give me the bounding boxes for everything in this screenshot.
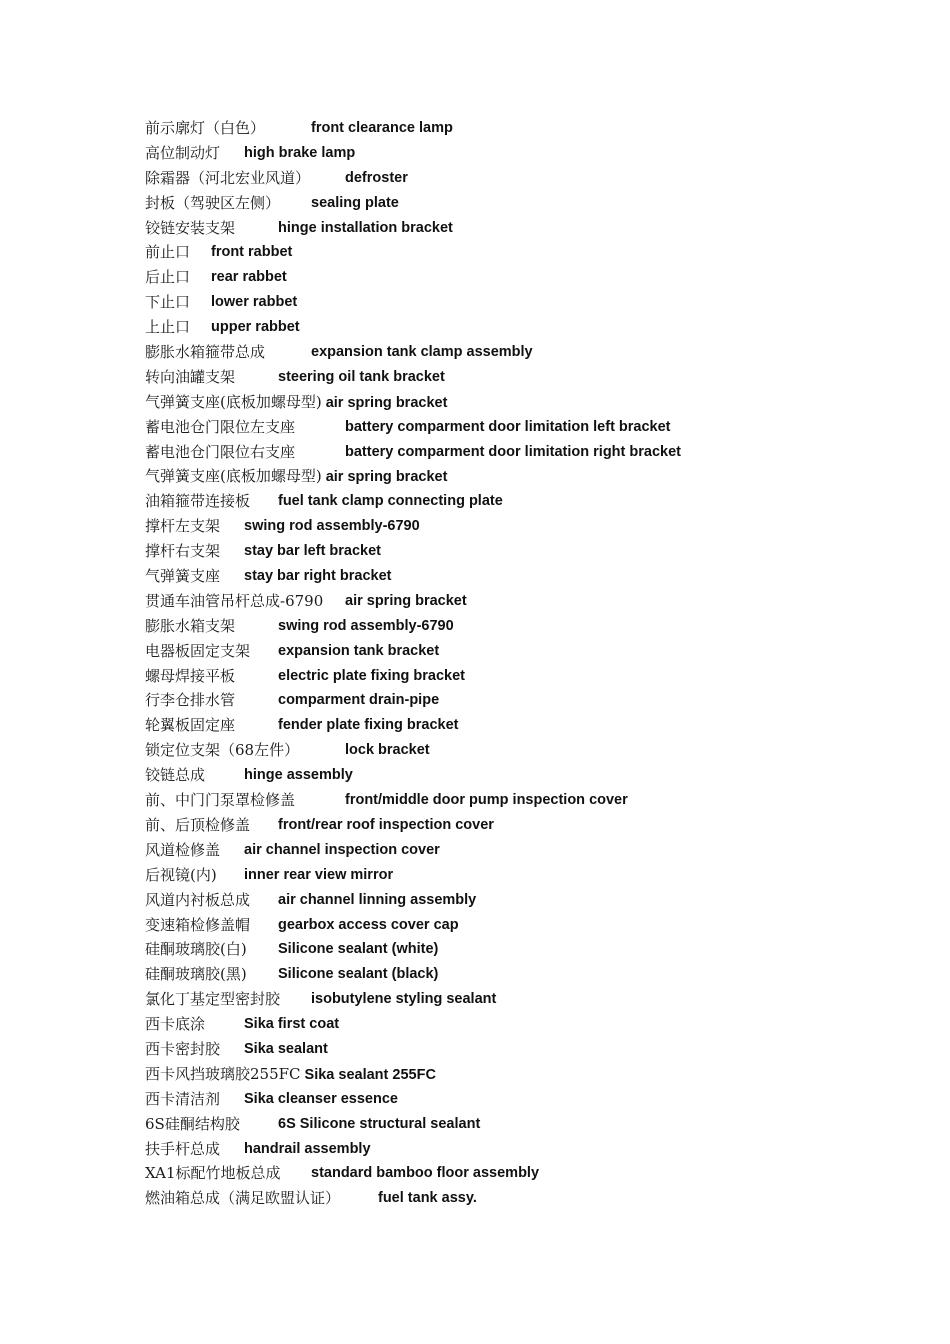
english-term: rear rabbet xyxy=(211,269,287,286)
chinese-term: 下止口 xyxy=(145,293,191,312)
english-term: expansion tank clamp assembly xyxy=(311,344,533,361)
glossary-list xyxy=(145,116,905,1211)
english-term: upper rabbet xyxy=(211,319,300,336)
glossary-entry xyxy=(145,962,905,987)
glossary-entry xyxy=(145,116,905,141)
glossary-entry xyxy=(145,738,905,763)
chinese-term: 轮翼板固定座 xyxy=(145,716,236,735)
glossary-entry xyxy=(145,365,905,390)
chinese-term: 螺母焊接平板 xyxy=(145,666,236,685)
chinese-term: 铰链安装支架 xyxy=(145,218,236,237)
chinese-term: 膨胀水箱箍带总成 xyxy=(145,343,266,362)
glossary-entry xyxy=(145,539,905,564)
english-term: front/middle door pump inspection cover xyxy=(345,792,628,809)
chinese-term: 撑杆左支架 xyxy=(145,517,221,536)
chinese-term: 风道检修盖 xyxy=(145,840,221,859)
glossary-entry xyxy=(145,713,905,738)
english-term: front/rear roof inspection cover xyxy=(278,816,494,833)
chinese-term: 扶手杆总成 xyxy=(145,1139,221,1158)
english-term: air channel linning assembly xyxy=(278,891,477,908)
english-term: Silicone sealant (black) xyxy=(278,966,439,983)
chinese-term: 西卡风挡玻璃胶255FC xyxy=(145,1064,301,1083)
glossary-entry xyxy=(145,688,905,713)
english-term: hinge installation bracket xyxy=(278,219,453,236)
chinese-term: 前止口 xyxy=(145,243,191,262)
english-term: Sika sealant xyxy=(244,1040,328,1057)
chinese-term: 蓄电池仓门限位右支座 xyxy=(145,442,296,461)
chinese-term: 变速箱检修盖帽 xyxy=(145,915,251,934)
english-term: air spring bracket xyxy=(325,469,448,486)
english-term: fuel tank clamp connecting plate xyxy=(278,493,503,510)
english-term: stay bar right bracket xyxy=(244,568,392,585)
chinese-term: 油箱箍带连接板 xyxy=(145,492,251,511)
chinese-term: 锁定位支架（68左件） xyxy=(145,741,300,760)
chinese-term: 前示廓灯（白色） xyxy=(145,119,266,137)
english-term: battery comparment door limitation right bracket xyxy=(345,443,681,460)
chinese-term: 气弹簧支座 xyxy=(145,567,221,586)
glossary-entry xyxy=(145,340,905,365)
glossary-entry xyxy=(145,1062,905,1087)
chinese-term: 风道内衬板总成 xyxy=(145,890,251,909)
glossary-entry xyxy=(145,564,905,589)
glossary-entry xyxy=(145,813,905,838)
chinese-term: 蓄电池仓门限位左支座 xyxy=(145,417,296,436)
english-term: expansion tank bracket xyxy=(278,642,440,659)
glossary-entry xyxy=(145,141,905,166)
glossary-entry xyxy=(145,1087,905,1112)
english-term: air spring bracket xyxy=(345,592,467,609)
english-term: Sika first coat xyxy=(244,1016,340,1033)
english-term: battery comparment door limitation left bracket xyxy=(345,418,671,435)
english-term: Silicone sealant (white) xyxy=(278,941,439,958)
glossary-entry xyxy=(145,216,905,241)
glossary-entry xyxy=(145,415,905,440)
english-term: lower rabbet xyxy=(211,294,298,311)
english-term: comparment drain-pipe xyxy=(278,692,440,709)
english-term: steering oil tank bracket xyxy=(278,368,445,385)
glossary-entry xyxy=(145,763,905,788)
chinese-term: 上止口 xyxy=(145,318,191,337)
chinese-term: 电器板固定支架 xyxy=(145,641,251,660)
chinese-term: 燃油箱总成（满足欧盟认证） xyxy=(145,1189,341,1208)
chinese-term: 氯化丁基定型密封胶 xyxy=(145,990,281,1009)
glossary-entry xyxy=(145,1112,905,1137)
chinese-term: 西卡底涂 xyxy=(145,1015,206,1034)
glossary-entry xyxy=(145,639,905,664)
english-term: swing rod assembly-6790 xyxy=(278,617,454,634)
glossary-entry xyxy=(145,788,905,813)
english-term: air spring bracket xyxy=(325,394,448,411)
english-term: Sika cleanser essence xyxy=(244,1090,398,1107)
glossary-entry xyxy=(145,1161,905,1186)
glossary-entry xyxy=(145,1037,905,1062)
chinese-term: 铰链总成 xyxy=(145,766,206,785)
english-term: front rabbet xyxy=(211,244,293,261)
english-term: Sika sealant 255FC xyxy=(304,1066,436,1083)
chinese-term: 气弹簧支座(底板加螺母型) xyxy=(145,392,322,411)
glossary-entry xyxy=(145,913,905,938)
chinese-term: 西卡清洁剂 xyxy=(145,1089,221,1108)
english-term: lock bracket xyxy=(345,742,430,759)
glossary-entry xyxy=(145,614,905,639)
chinese-term: 贯通车油管吊杆总成-6790 xyxy=(145,591,324,610)
glossary-entry xyxy=(145,191,905,216)
chinese-term: 封板（驾驶区左侧） xyxy=(145,193,281,212)
english-term: inner rear view mirror xyxy=(244,866,394,883)
english-term: hinge assembly xyxy=(244,767,353,784)
glossary-entry xyxy=(145,440,905,465)
glossary-entry xyxy=(145,888,905,913)
glossary-entry xyxy=(145,987,905,1012)
chinese-term: 前、中门门泵罩检修盖 xyxy=(145,791,296,810)
english-term: front clearance lamp xyxy=(311,120,453,136)
chinese-term: 硅酮玻璃胶(黑) xyxy=(145,965,247,984)
chinese-term: 高位制动灯 xyxy=(145,143,221,162)
glossary-entry xyxy=(145,265,905,290)
english-term: gearbox access cover cap xyxy=(278,916,459,933)
chinese-term: 气弹簧支座(底板加螺母型) xyxy=(145,467,322,486)
glossary-entry xyxy=(145,1137,905,1162)
english-term: fender plate fixing bracket xyxy=(278,717,459,734)
glossary-entry xyxy=(145,240,905,265)
english-term: air channel inspection cover xyxy=(244,841,440,858)
glossary-entry xyxy=(145,514,905,539)
chinese-term: 6S硅酮结构胶 xyxy=(145,1114,240,1133)
english-term: 6S Silicone structural sealant xyxy=(278,1115,481,1132)
english-term: high brake lamp xyxy=(244,144,356,161)
english-term: handrail assembly xyxy=(244,1140,371,1157)
chinese-term: 硅酮玻璃胶(白) xyxy=(145,940,247,959)
english-term: fuel tank assy. xyxy=(378,1190,477,1207)
glossary-entry xyxy=(145,290,905,315)
chinese-term: 行李仓排水管 xyxy=(145,691,236,710)
chinese-term: XA1标配竹地板总成 xyxy=(145,1164,281,1183)
chinese-term: 撑杆右支架 xyxy=(145,542,221,561)
english-term: swing rod assembly-6790 xyxy=(244,518,420,535)
english-term: stay bar left bracket xyxy=(244,543,382,560)
glossary-entry xyxy=(145,1012,905,1037)
english-term: sealing plate xyxy=(311,194,399,211)
glossary-entry xyxy=(145,937,905,962)
chinese-term: 除霜器（河北宏业风道） xyxy=(145,168,311,187)
glossary-entry xyxy=(145,589,905,614)
english-term: defroster xyxy=(345,169,408,186)
glossary-entry xyxy=(145,315,905,340)
glossary-entry xyxy=(145,390,905,415)
chinese-term: 前、后顶检修盖 xyxy=(145,815,251,834)
glossary-entry xyxy=(145,1186,905,1211)
chinese-term: 后止口 xyxy=(145,268,191,287)
glossary-entry xyxy=(145,166,905,191)
glossary-entry xyxy=(145,838,905,863)
glossary-entry xyxy=(145,863,905,888)
english-term: standard bamboo floor assembly xyxy=(311,1165,540,1182)
glossary-entry xyxy=(145,489,905,514)
english-term: electric plate fixing bracket xyxy=(278,667,465,684)
chinese-term: 膨胀水箱支架 xyxy=(145,616,236,635)
chinese-term: 西卡密封胶 xyxy=(145,1039,221,1058)
glossary-entry xyxy=(145,664,905,689)
chinese-term: 后视镜(内) xyxy=(145,865,217,884)
glossary-entry xyxy=(145,464,905,489)
english-term: isobutylene styling sealant xyxy=(311,991,497,1008)
chinese-term: 转向油罐支架 xyxy=(145,367,236,386)
